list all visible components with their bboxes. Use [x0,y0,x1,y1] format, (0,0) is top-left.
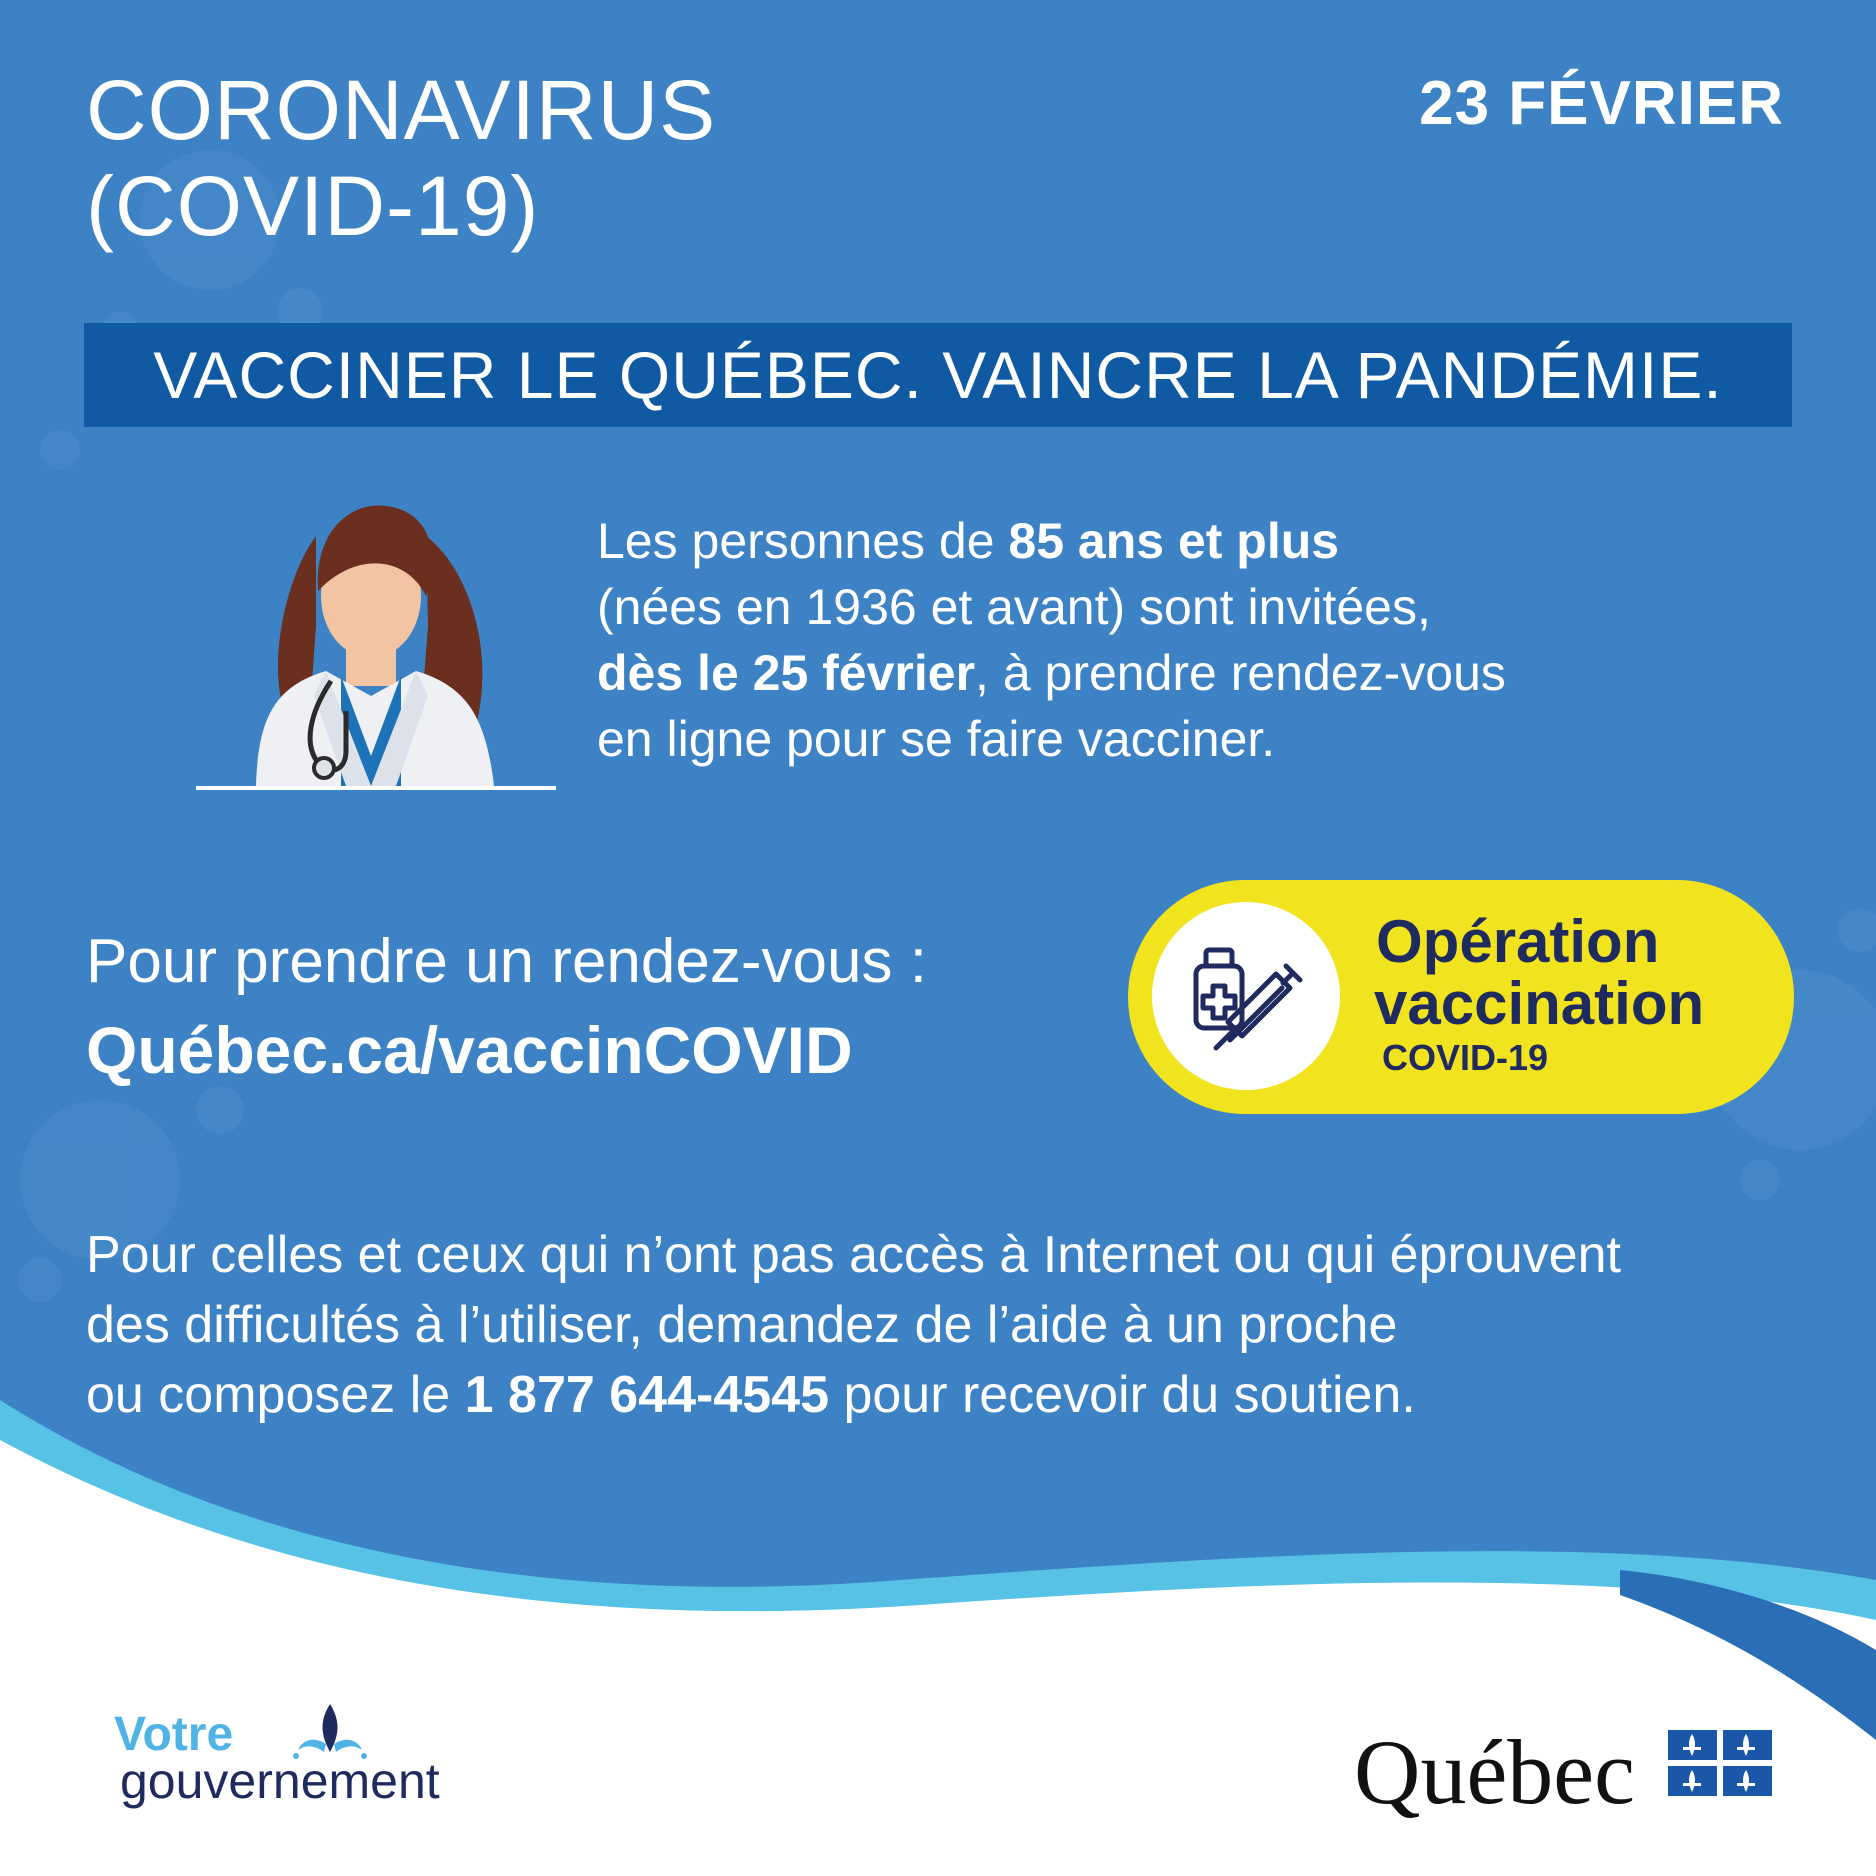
info-line-4: en ligne pour se faire vacciner. [597,711,1276,767]
slogan-text: VACCINER LE QUÉBEC. VAINCRE LA PANDÉMIE. [153,338,1723,412]
vaccine-vial-syringe-icon [1186,936,1306,1056]
title-line-1: CORONAVIRUS [86,63,717,157]
phone-number[interactable]: 1 877 644-4545 [464,1366,829,1424]
badge-line-1: Opération [1376,908,1660,975]
doctor-illustration [196,496,556,794]
date-highlight: dès le 25 février [597,645,976,701]
appointment-label: Pour prendre un rendez-vous : [86,927,927,996]
votre-gouvernement-logo-bottom: gouvernement [120,1753,440,1809]
eligibility-text [597,508,1777,772]
appointment-block [86,918,927,1094]
page-title [86,62,716,254]
quebec-logo-text: Québec [1354,1721,1635,1823]
votre-gouvernement-logo-top: Votre [114,1708,234,1761]
info-line-1 [597,508,1777,574]
fleur-de-lis-icon [290,1700,370,1760]
title-line-2: (COVID-19) [86,159,540,253]
info-text: Les personnes de [597,513,1009,569]
vaccine-circle [1152,902,1340,1090]
operation-vaccination-badge [1128,880,1794,1114]
info-line-3 [597,640,1777,706]
date-label: 23 FÉVRIER [1419,69,1784,138]
badge-line-3: COVID-19 [1382,1037,1549,1078]
slogan-banner [84,323,1792,427]
help-text-start: ou composez le [86,1366,465,1424]
help-line-2: des difficultés à l’utiliser, demandez de l’aide à un proche [86,1296,1398,1354]
age-highlight: 85 ans et plus [1008,513,1340,569]
quebec-flag-icon [1668,1730,1772,1796]
help-text-end: pour recevoir du soutien. [829,1366,1416,1424]
info-line-2: (nées en 1936 et avant) sont invitées, [597,579,1431,635]
appointment-link[interactable]: Québec.ca/vaccinCOVID [86,1013,853,1087]
badge-line-2: vaccination [1374,970,1705,1037]
info-text: , à prendre rendez-vous [975,645,1506,701]
help-line-1: Pour celles et ceux qui n’ont pas accès à Internet ou qui éprouvent [86,1226,1621,1284]
